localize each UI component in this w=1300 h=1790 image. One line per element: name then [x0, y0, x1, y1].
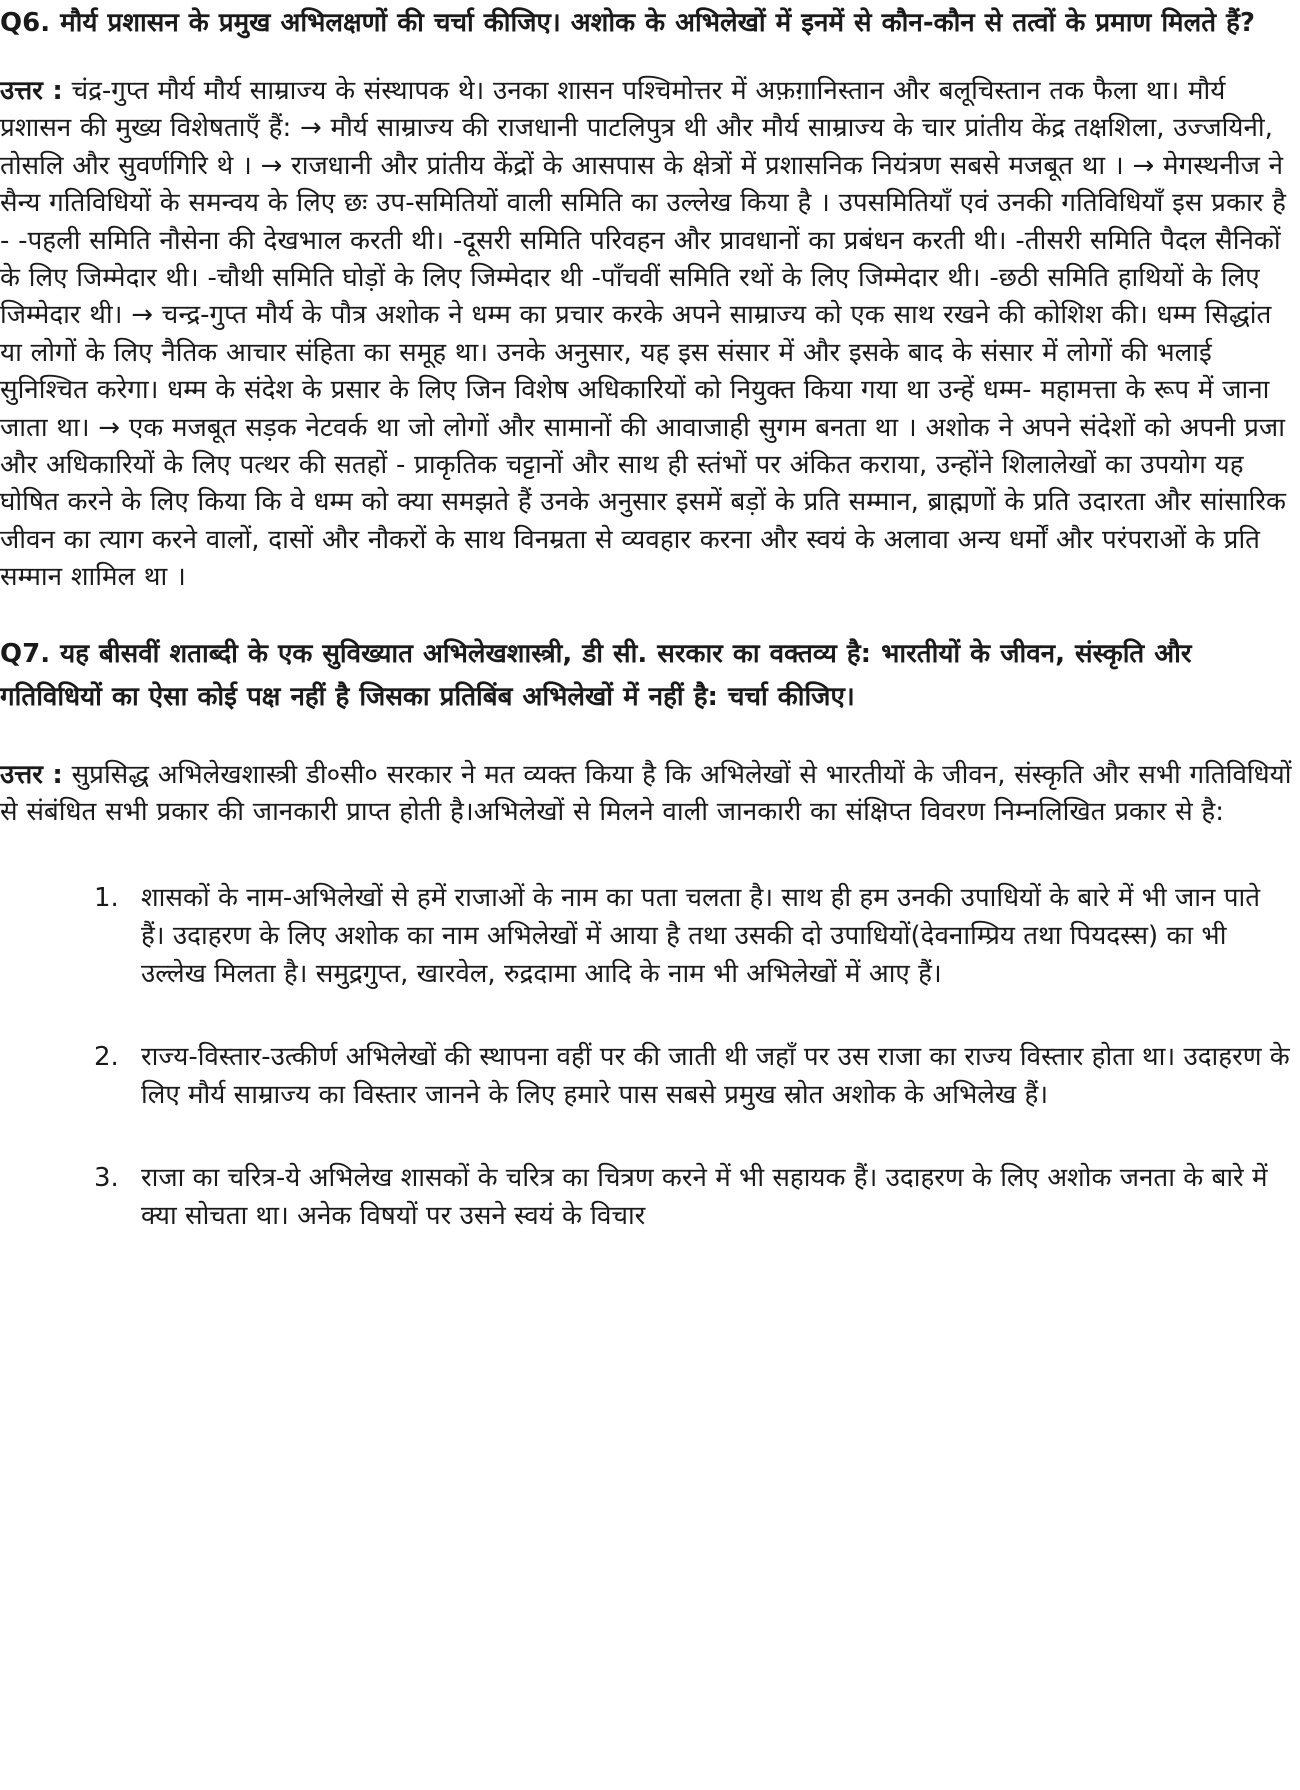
list-item-text: राज्य-विस्तार-उत्कीर्ण अभिलेखों की स्थापना वहीं पर की जाती थी जहाँ पर उस राजा का राज्य विस्तार होता था। उदाहरण के लिए मौर्य साम्राज्य का विस्तार जानने के लिए हमारे पास सबसे प्रमुख स्रोत अशोक के अभिलेख हैं। [141, 1041, 1290, 1110]
list-item-number: 1. [94, 882, 119, 913]
question-6-heading: Q6. मौर्य प्रशासन के प्रमुख अभिलक्षणों की चर्चा कीजिए। अशोक के अभिलेखों में इनमें से कौन-कौन से तत्वों के प्रमाण मिलते हैं? [0, 8, 1255, 38]
question-7-answer [0, 757, 1296, 832]
answer-label: उत्तर : [0, 759, 63, 790]
list-item [0, 1038, 1296, 1114]
answer-label: उत्तर : [0, 76, 63, 106]
numbered-list [0, 879, 1296, 1235]
spacer [0, 45, 1296, 73]
list-item-number: 3. [94, 1162, 119, 1193]
list-item-number: 2. [94, 1041, 119, 1072]
question-7-heading: Q7. यह बीसवीं शताब्दी के एक सुविख्यात अभिलेखशास्त्री, डी सी. सरकार का वक्तव्य है: भारतीयों के जीवन, संस्कृति और गतिविधियों का ऐसा कोई पक्ष नहीं है जिसका प्रतिबिंब अभिलेखों में नहीं है: चर्चा कीजिए। [0, 638, 1192, 712]
spacer [0, 597, 1296, 633]
answer-text: सुप्रसिद्ध अभिलेखशास्त्री डी०सी० सरकार ने मत व्यक्त किया है कि अभिलेखों से भारतीयों के जीवन, संस्कृति और सभी गतिविधियों से संबंधित सभी प्रकार की जानकारी प्राप्त होती है।अभिलेखों से मिलने वाली जानकारी का संक्षिप्त विवरण निम्नलिखित प्रकार से है: [0, 759, 1292, 828]
spacer [0, 719, 1296, 757]
list-item-text: राजा का चरित्र-ये अभिलेख शासकों के चरित्र का चित्रण करने में भी सहायक हैं। उदाहरण के लिए अशोक जनता के बारे में क्या सोचता था। अनेक विषयों पर उसने स्वयं के विचार [141, 1162, 1268, 1231]
list-item-text: शासकों के नाम-अभिलेखों से हमें राजाओं के नाम का पता चलता है। साथ ही हम उनकी उपाधियों के बारे में भी जान पाते हैं। उदाहरण के लिए अशोक का नाम अभिलेखों में आया है तथा उसकी दो उपाधियों(देवनाम्प्रिय तथा पियदस्स) का भी उल्लेख मिलता है। समुद्रगुप्त, खारवेल, रुद्रदामा आदि के नाम भी अभिलेखों में आए हैं। [141, 882, 1261, 989]
list-item [0, 1159, 1296, 1235]
list-item [0, 879, 1296, 993]
answer-text: चंद्र-गुप्त मौर्य मौर्य साम्राज्य के संस्थापक थे। उनका शासन पश्चिमोत्तर में अफ़ग़ानिस्तान और बलूचिस्तान तक फैला था। मौर्य प्रशासन की मुख्य विशेषताएँ हैं: → मौर्य साम्राज्य की राजधानी पाटलिपुत्र थी और मौर्य साम्राज्य के चार प्रांतीय केंद्र तक्षशिला, उज्जयिनी, तोसलि और सुवर्णगिरि थे । → राजधानी और प्रांतीय केंद्रों के आसपास के क्षेत्रों में प्रशासनिक नियंत्रण सबसे मजबूत था । → मेगस्थनीज ने सैन्य गतिविधियों के समन्वय के लिए छः उप-समितियों वाली समिति का उल्लेख किया है । उपसमितियाँ एवं उनकी गतिविधियाँ इस प्रकार है - -पहली समिति नौसेना की देखभाल करती थी। -दूसरी समिति परिवहन और प्रावधानों का प्रबंधन करती थी। -तीसरी समिति पैदल सैनिकों के लिए जिम्मेदार थी। -चौथी समिति घोड़ों के लिए जिम्मेदार थी -पाँचवीं समिति रथों के लिए जिम्मेदार थी। -छठी समिति हाथियों के लिए जिम्मेदार थी। → चन्द्र-गुप्त मौर्य के पौत्र अशोक ने धम्म का प्रचार करके अपने साम्राज्य को एक साथ रखने की कोशिश की। धम्म सिद्धांत या लोगों के लिए नैतिक आचार संहिता का समूह था। उनके अनुसार, यह इस संसार में और इसके बाद के संसार में लोगों की भलाई सुनिश्चित करेगा। धम्म के संदेश के प्रसार के लिए जिन विशेष अधिकारियों को नियुक्त किया गया था उन्हें धम्म- महामत्ता के रूप में जाना जाता था। → एक मजबूत सड़क नेटवर्क था जो लोगों और सामानों की आवाजाही सुगम बनता था । अशोक ने अपने संदेशों को अपनी प्रजा और अधिकारियों के लिए पत्थर की सतहों - प्राकृतिक चट्टानों और साथ ही स्तंभों पर अंकित कराया, उन्होंने शिलालेखों का उपयोग यह घोषित करने के लिए किया कि वे धम्म को क्या समझते हैं उनके अनुसार इसमें बड़ों के प्रति सम्मान, ब्राह्मणों के प्रति उदारता और सांसारिक जीवन का त्याग करने वालों, दासों और नौकरों के साथ विनम्रता से व्यवहार करना और स्वयं के अलावा अन्य धर्मों और परंपराओं के प्रति सम्मान शामिल था । [0, 76, 1286, 593]
question-6-answer [0, 73, 1296, 597]
